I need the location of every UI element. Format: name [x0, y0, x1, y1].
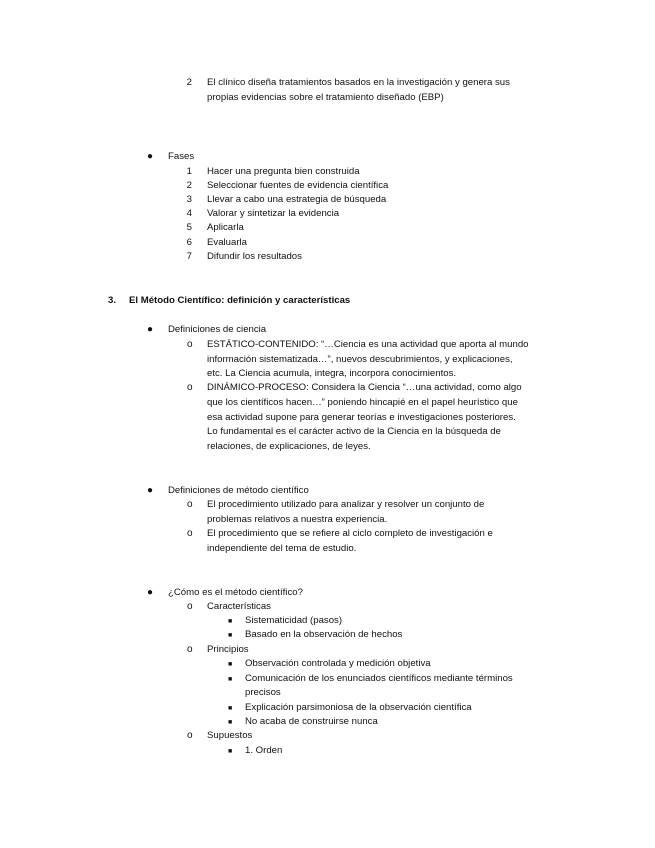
definition-line: El procedimiento que se refiere al ciclo completo de investigación e [207, 528, 493, 539]
definition-line: información sistematizada…”, nuevos descubrimientos, y explicaciones, [207, 354, 513, 365]
bullet-square-icon: ■ [228, 705, 233, 712]
section-number: 3. [108, 295, 117, 306]
list-number: 4 [186, 208, 192, 219]
definition-line: esa actividad supone para generar teorías e investigaciones posteriores. [207, 412, 516, 423]
list-item-text-line: propias evidencias sobre el tratamiento diseñado (EBP) [207, 92, 444, 103]
subsection-label: ¿Cómo es el método científico? [168, 587, 303, 598]
bullet-square-icon: ■ [228, 676, 233, 683]
list-item: 1. Orden [245, 745, 283, 756]
bullet-square-icon: ■ [228, 618, 233, 625]
definition-line: DINÁMICO-PROCESO: Considera la Ciencia “…una actividad, como algo [207, 382, 522, 393]
bullet-square-icon: ■ [228, 719, 233, 726]
bullet-dot-icon: ● [147, 324, 154, 335]
definition-line: ESTÁTICO-CONTENIDO: “…Ciencia es una actividad que aporta al mundo [207, 339, 529, 350]
list-number: 5 [186, 222, 192, 233]
bullet-circle-icon: o [187, 601, 193, 612]
list-item: Hacer una pregunta bien construida [207, 166, 360, 177]
list-item: Difundir los resultados [207, 251, 302, 262]
list-item: Comunicación de los enunciados científicos mediante términos [245, 673, 513, 684]
list-number: 1 [186, 166, 192, 177]
list-number: 2 [186, 180, 192, 191]
bullet-square-icon: ■ [228, 748, 233, 755]
list-item: Sistematicidad (pasos) [245, 615, 343, 626]
list-number: 7 [186, 251, 192, 262]
list-item: Seleccionar fuentes de evidencia científica [207, 180, 389, 191]
definition-line: problemas relativos a nuestra experiencia. [207, 514, 388, 525]
supuestos-label: Supuestos [207, 730, 253, 741]
subsection-label: Definiciones de ciencia [168, 324, 267, 335]
list-number: 2 [186, 77, 192, 88]
definition-line: relaciones, de explicaciones, de leyes. [207, 441, 371, 452]
list-item: Explicación parsimoniosa de la observación científica [245, 702, 472, 713]
definition-line: que los científicos hacen…” poniendo hincapié en el papel heurístico que [207, 397, 518, 408]
list-number: 3 [186, 194, 192, 205]
bullet-circle-icon: o [187, 528, 193, 539]
bullet-circle-icon: o [187, 382, 193, 393]
fases-label: Fases [168, 151, 195, 162]
list-item: Llevar a cabo una estrategia de búsqueda [207, 194, 387, 205]
list-item: precisos [245, 687, 281, 698]
list-item: No acaba de construirse nunca [245, 716, 378, 727]
bullet-square-icon: ■ [228, 661, 233, 668]
subsection-label: Definiciones de método científico [168, 485, 309, 496]
list-item: Valorar y sintetizar la evidencia [207, 208, 340, 219]
bullet-dot-icon: ● [147, 587, 154, 598]
list-item: Aplicarla [207, 222, 244, 233]
section-title: El Método Científico: definición y características [129, 295, 351, 306]
definition-line: etc. La Ciencia acumula, integra, incorpora conocimientos. [207, 368, 457, 379]
caracteristicas-label: Características [207, 601, 271, 612]
list-item: Observación controlada y medición objetiva [245, 658, 431, 669]
bullet-square-icon: ■ [228, 632, 233, 639]
list-number: 6 [186, 237, 192, 248]
list-item: Evaluarla [207, 237, 247, 248]
bullet-circle-icon: o [187, 339, 193, 350]
definition-line: El procedimiento utilizado para analizar y resolver un conjunto de [207, 499, 485, 510]
principios-label: Principios [207, 644, 249, 655]
bullet-circle-icon: o [187, 644, 193, 655]
definition-line: Lo fundamental es el carácter activo de la Ciencia en la búsqueda de [207, 426, 501, 437]
list-item-text-line: El clínico diseña tratamientos basados en la investigación y genera sus [207, 77, 510, 88]
bullet-dot-icon: ● [147, 151, 154, 162]
bullet-dot-icon: ● [147, 485, 154, 496]
list-item: Basado en la observación de hechos [245, 629, 403, 640]
bullet-circle-icon: o [187, 730, 193, 741]
definition-line: independiente del tema de estudio. [207, 543, 357, 554]
bullet-circle-icon: o [187, 499, 193, 510]
